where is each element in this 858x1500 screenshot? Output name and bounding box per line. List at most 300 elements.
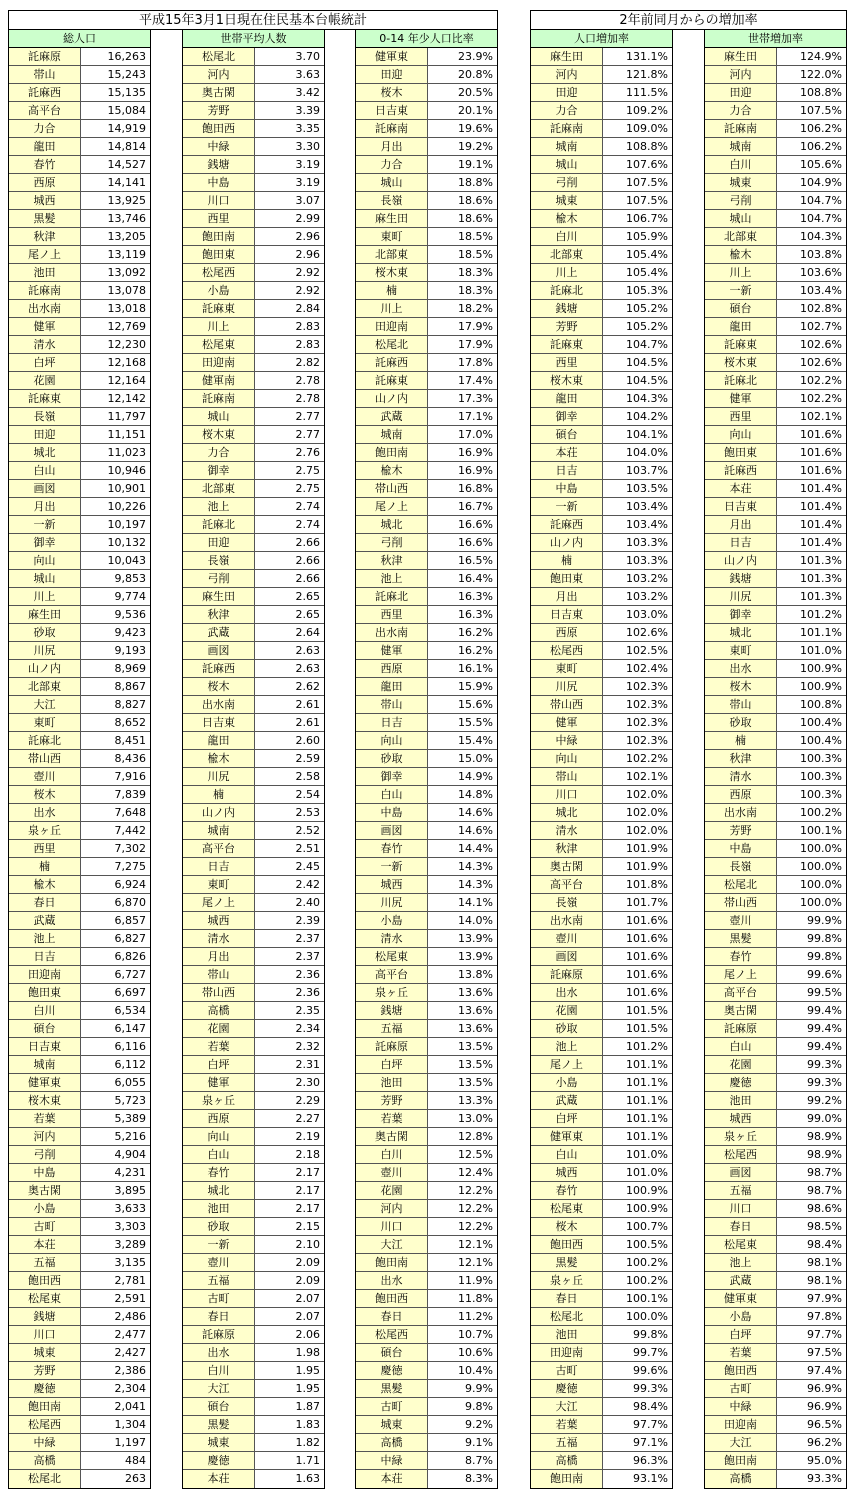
district-name-cell: 山ノ内 bbox=[531, 534, 603, 551]
value-cell: 101.9% bbox=[626, 842, 668, 855]
district-name-cell: 桜木東 bbox=[356, 264, 428, 281]
district-name-cell: 向山 bbox=[183, 1128, 255, 1145]
value-cell: 20.1% bbox=[458, 104, 493, 117]
table-row bbox=[705, 1254, 846, 1272]
district-name-cell: 楡木 bbox=[183, 750, 255, 767]
value-cell: 12.5% bbox=[458, 1148, 493, 1161]
district-name-cell: 託麻北 bbox=[9, 732, 81, 749]
table-row bbox=[9, 516, 150, 534]
table-row bbox=[531, 1362, 672, 1380]
value-cell: 103.6% bbox=[800, 266, 842, 279]
value-cell: 15,243 bbox=[107, 68, 146, 81]
table-row bbox=[183, 678, 324, 696]
district-name-cell: 泉ヶ丘 bbox=[9, 822, 81, 839]
district-name-cell: 田迎南 bbox=[705, 1416, 777, 1433]
table-row bbox=[9, 1362, 150, 1380]
value-cell: 2.60 bbox=[295, 734, 320, 747]
table-row bbox=[9, 192, 150, 210]
district-name-cell: 高平台 bbox=[356, 966, 428, 983]
district-name-cell: 麻生田 bbox=[356, 210, 428, 227]
district-name-cell: 砂取 bbox=[9, 624, 81, 641]
table-row bbox=[356, 354, 497, 372]
value-cell: 97.7% bbox=[633, 1418, 668, 1431]
value-cell: 99.2% bbox=[807, 1094, 842, 1107]
table-row bbox=[705, 318, 846, 336]
district-name-cell: 向山 bbox=[356, 732, 428, 749]
value-cell: 100.2% bbox=[626, 1274, 668, 1287]
district-name-cell: 桜木東 bbox=[705, 354, 777, 371]
table-row bbox=[183, 498, 324, 516]
table-row bbox=[531, 1434, 672, 1452]
district-name-cell: 白川 bbox=[356, 1146, 428, 1163]
value-cell: 2.83 bbox=[295, 320, 320, 333]
table-row bbox=[183, 1056, 324, 1074]
value-cell: 105.4% bbox=[626, 266, 668, 279]
district-name-cell: 五福 bbox=[9, 1254, 81, 1271]
table-row bbox=[705, 480, 846, 498]
district-name-cell: 春竹 bbox=[356, 840, 428, 857]
table-row bbox=[183, 876, 324, 894]
district-name-cell: 城山 bbox=[183, 408, 255, 425]
district-name-cell: 健軍南 bbox=[183, 372, 255, 389]
district-name-cell: 大江 bbox=[183, 1380, 255, 1397]
value-cell: 13.9% bbox=[458, 932, 493, 945]
value-cell: 17.1% bbox=[458, 410, 493, 423]
table-row bbox=[531, 1236, 672, 1254]
district-name-cell: 飽田西 bbox=[183, 120, 255, 137]
value-cell: 484 bbox=[125, 1454, 146, 1467]
district-name-cell: 中緑 bbox=[705, 1398, 777, 1415]
value-cell: 16.1% bbox=[458, 662, 493, 675]
district-name-cell: 川尻 bbox=[183, 768, 255, 785]
district-name-cell: 清水 bbox=[531, 822, 603, 839]
value-cell: 14,527 bbox=[107, 158, 146, 171]
district-name-cell: 砂取 bbox=[356, 750, 428, 767]
district-name-cell: 尾ノ上 bbox=[705, 966, 777, 983]
district-name-cell: 古町 bbox=[9, 1218, 81, 1235]
table-row bbox=[9, 1416, 150, 1434]
value-cell: 103.8% bbox=[800, 248, 842, 261]
district-name-cell: 池田 bbox=[705, 1092, 777, 1109]
value-cell: 2.92 bbox=[295, 266, 320, 279]
value-cell: 97.9% bbox=[807, 1292, 842, 1305]
district-name-cell: 出水南 bbox=[705, 804, 777, 821]
value-cell: 99.8% bbox=[633, 1328, 668, 1341]
value-cell: 2.65 bbox=[295, 608, 320, 621]
value-cell: 12.2% bbox=[458, 1220, 493, 1233]
value-cell: 13.0% bbox=[458, 1112, 493, 1125]
value-cell: 102.4% bbox=[626, 662, 668, 675]
table-row bbox=[183, 1470, 324, 1488]
value-cell: 13.5% bbox=[458, 1076, 493, 1089]
table-row bbox=[9, 984, 150, 1002]
district-name-cell: 託麻北 bbox=[531, 282, 603, 299]
value-cell: 16.2% bbox=[458, 644, 493, 657]
table-row bbox=[705, 624, 846, 642]
district-name-cell: 楠 bbox=[705, 732, 777, 749]
table-row bbox=[705, 102, 846, 120]
table-row bbox=[183, 858, 324, 876]
district-name-cell: 高橋 bbox=[356, 1434, 428, 1451]
table-row bbox=[9, 120, 150, 138]
value-cell: 3.30 bbox=[295, 140, 320, 153]
table-row bbox=[705, 678, 846, 696]
table-row bbox=[9, 696, 150, 714]
value-cell: 18.8% bbox=[458, 176, 493, 189]
table-row bbox=[531, 426, 672, 444]
district-name-cell: 芳野 bbox=[705, 822, 777, 839]
district-name-cell: 帯山西 bbox=[531, 696, 603, 713]
district-name-cell: 小島 bbox=[356, 912, 428, 929]
district-name-cell: 託麻南 bbox=[356, 120, 428, 137]
district-name-cell: 川口 bbox=[356, 1218, 428, 1235]
table-row bbox=[183, 1002, 324, 1020]
value-cell: 102.3% bbox=[626, 734, 668, 747]
table-row bbox=[705, 858, 846, 876]
value-cell: 99.3% bbox=[807, 1076, 842, 1089]
value-cell: 18.2% bbox=[458, 302, 493, 315]
value-cell: 3.19 bbox=[295, 158, 320, 171]
value-cell: 100.0% bbox=[800, 896, 842, 909]
table-row bbox=[9, 552, 150, 570]
district-name-cell: 託麻原 bbox=[9, 48, 81, 65]
value-cell: 104.3% bbox=[800, 230, 842, 243]
district-name-cell: 飽田東 bbox=[531, 570, 603, 587]
district-name-cell: 城北 bbox=[356, 516, 428, 533]
table-row bbox=[183, 444, 324, 462]
table-row bbox=[705, 822, 846, 840]
district-name-cell: 春竹 bbox=[705, 948, 777, 965]
district-name-cell: 芳野 bbox=[356, 1092, 428, 1109]
table-row bbox=[356, 1200, 497, 1218]
district-name-cell: 松尾東 bbox=[705, 1236, 777, 1253]
value-cell: 101.6% bbox=[626, 968, 668, 981]
value-cell: 103.0% bbox=[626, 608, 668, 621]
district-name-cell: 川口 bbox=[9, 1326, 81, 1343]
table-row bbox=[531, 300, 672, 318]
district-name-cell: 画図 bbox=[356, 822, 428, 839]
value-cell: 16.6% bbox=[458, 536, 493, 549]
district-name-cell: 日吉 bbox=[705, 534, 777, 551]
value-cell: 6,924 bbox=[114, 878, 146, 891]
district-name-cell: 田迎南 bbox=[531, 1344, 603, 1361]
district-name-cell: 託麻原 bbox=[531, 966, 603, 983]
value-cell: 1.95 bbox=[295, 1382, 320, 1395]
value-cell: 101.4% bbox=[800, 500, 842, 513]
table-row bbox=[531, 552, 672, 570]
table-row bbox=[705, 1110, 846, 1128]
population-growth-column bbox=[530, 30, 673, 1489]
table-row bbox=[531, 264, 672, 282]
table-row bbox=[531, 228, 672, 246]
district-name-cell: 銭塘 bbox=[183, 156, 255, 173]
table-row bbox=[9, 102, 150, 120]
value-cell: 13,746 bbox=[107, 212, 146, 225]
value-cell: 15.9% bbox=[458, 680, 493, 693]
value-cell: 10.6% bbox=[458, 1346, 493, 1359]
value-cell: 104.7% bbox=[800, 194, 842, 207]
value-cell: 3.39 bbox=[295, 104, 320, 117]
district-name-cell: 本荘 bbox=[356, 1470, 428, 1488]
value-cell: 18.5% bbox=[458, 248, 493, 261]
district-name-cell: 若葉 bbox=[9, 1110, 81, 1127]
value-cell: 101.5% bbox=[626, 1022, 668, 1035]
value-cell: 2.31 bbox=[295, 1058, 320, 1071]
value-cell: 1.63 bbox=[295, 1472, 320, 1485]
value-cell: 100.3% bbox=[800, 788, 842, 801]
district-name-cell: 日吉 bbox=[531, 462, 603, 479]
district-name-cell: 城山 bbox=[9, 570, 81, 587]
district-name-cell: 城山 bbox=[705, 210, 777, 227]
district-name-cell: 白山 bbox=[183, 1146, 255, 1163]
district-name-cell: 託麻東 bbox=[705, 336, 777, 353]
value-cell: 105.2% bbox=[626, 302, 668, 315]
table-row bbox=[356, 246, 497, 264]
district-name-cell: 託麻西 bbox=[356, 354, 428, 371]
value-cell: 2.76 bbox=[295, 446, 320, 459]
value-cell: 101.1% bbox=[626, 1094, 668, 1107]
table-row bbox=[531, 102, 672, 120]
table-row bbox=[531, 408, 672, 426]
district-name-cell: 弓削 bbox=[183, 570, 255, 587]
table-row bbox=[356, 1020, 497, 1038]
district-name-cell: 弓削 bbox=[531, 174, 603, 191]
table-row bbox=[531, 1110, 672, 1128]
table-row bbox=[9, 354, 150, 372]
column-header: 人口増加率 bbox=[530, 30, 673, 48]
table-row bbox=[183, 1398, 324, 1416]
value-cell: 11,023 bbox=[107, 446, 146, 459]
value-cell: 16.2% bbox=[458, 626, 493, 639]
value-cell: 16.9% bbox=[458, 464, 493, 477]
table-row bbox=[183, 1182, 324, 1200]
district-name-cell: 五福 bbox=[356, 1020, 428, 1037]
value-cell: 107.6% bbox=[626, 158, 668, 171]
table-row bbox=[531, 1074, 672, 1092]
value-cell: 101.1% bbox=[626, 1058, 668, 1071]
district-name-cell: 楠 bbox=[183, 786, 255, 803]
table-row bbox=[356, 228, 497, 246]
district-name-cell: 一新 bbox=[705, 282, 777, 299]
value-cell: 7,275 bbox=[114, 860, 146, 873]
value-cell: 2.66 bbox=[295, 554, 320, 567]
value-cell: 101.6% bbox=[626, 932, 668, 945]
table-row bbox=[705, 336, 846, 354]
value-cell: 131.1% bbox=[626, 50, 668, 63]
value-cell: 105.3% bbox=[626, 284, 668, 297]
table-row bbox=[531, 84, 672, 102]
value-cell: 2.15 bbox=[295, 1220, 320, 1233]
table-row bbox=[705, 1092, 846, 1110]
value-cell: 6,055 bbox=[114, 1076, 146, 1089]
value-cell: 102.0% bbox=[626, 824, 668, 837]
table-row bbox=[356, 840, 497, 858]
value-cell: 2.58 bbox=[295, 770, 320, 783]
table-row bbox=[183, 696, 324, 714]
value-cell: 106.2% bbox=[800, 140, 842, 153]
table-row bbox=[705, 1164, 846, 1182]
value-cell: 101.1% bbox=[626, 1130, 668, 1143]
value-cell: 101.3% bbox=[800, 590, 842, 603]
table-row bbox=[531, 1290, 672, 1308]
table-row bbox=[183, 624, 324, 642]
value-cell: 102.6% bbox=[800, 356, 842, 369]
district-name-cell: 小島 bbox=[531, 1074, 603, 1091]
value-cell: 99.4% bbox=[807, 1040, 842, 1053]
district-name-cell: 出水 bbox=[356, 1272, 428, 1289]
table-row bbox=[356, 678, 497, 696]
value-cell: 2.37 bbox=[295, 950, 320, 963]
value-cell: 109.0% bbox=[626, 122, 668, 135]
value-cell: 108.8% bbox=[626, 140, 668, 153]
value-cell: 100.1% bbox=[626, 1292, 668, 1305]
table-row bbox=[705, 1326, 846, 1344]
table-row bbox=[531, 570, 672, 588]
district-name-cell: 楠 bbox=[531, 552, 603, 569]
district-name-cell: 泉ヶ丘 bbox=[356, 984, 428, 1001]
value-cell: 2,477 bbox=[114, 1328, 146, 1341]
table-row bbox=[183, 750, 324, 768]
value-cell: 14.9% bbox=[458, 770, 493, 783]
table-row bbox=[705, 894, 846, 912]
table-row bbox=[183, 408, 324, 426]
value-cell: 12,142 bbox=[107, 392, 146, 405]
district-name-cell: 託麻北 bbox=[705, 372, 777, 389]
district-name-cell: 飽田南 bbox=[9, 1398, 81, 1415]
value-cell: 100.4% bbox=[800, 734, 842, 747]
value-cell: 1.95 bbox=[295, 1364, 320, 1377]
table-row bbox=[183, 1362, 324, 1380]
table-row bbox=[183, 354, 324, 372]
table-row bbox=[705, 1290, 846, 1308]
district-name-cell: 飽田東 bbox=[9, 984, 81, 1001]
district-name-cell: 泉ヶ丘 bbox=[705, 1128, 777, 1145]
district-name-cell: 河内 bbox=[531, 66, 603, 83]
value-cell: 111.5% bbox=[626, 86, 668, 99]
value-cell: 98.1% bbox=[807, 1256, 842, 1269]
table-row bbox=[705, 786, 846, 804]
district-name-cell: 力合 bbox=[531, 102, 603, 119]
district-name-cell: 白川 bbox=[705, 156, 777, 173]
district-name-cell: 御幸 bbox=[183, 462, 255, 479]
table-row bbox=[705, 876, 846, 894]
table-row bbox=[9, 768, 150, 786]
value-cell: 105.4% bbox=[626, 248, 668, 261]
value-cell: 19.1% bbox=[458, 158, 493, 171]
table-row bbox=[705, 156, 846, 174]
value-cell: 103.3% bbox=[626, 554, 668, 567]
table-row bbox=[356, 1254, 497, 1272]
value-cell: 101.1% bbox=[800, 626, 842, 639]
table-row bbox=[705, 84, 846, 102]
table-row bbox=[356, 660, 497, 678]
value-cell: 105.9% bbox=[626, 230, 668, 243]
district-name-cell: 飽田西 bbox=[9, 1272, 81, 1289]
district-name-cell: 城西 bbox=[9, 192, 81, 209]
table-row bbox=[705, 120, 846, 138]
table-row bbox=[705, 48, 846, 66]
district-name-cell: 託麻南 bbox=[9, 282, 81, 299]
table-row bbox=[531, 1326, 672, 1344]
table-row bbox=[531, 372, 672, 390]
table-row bbox=[9, 1290, 150, 1308]
value-cell: 12.4% bbox=[458, 1166, 493, 1179]
table-row bbox=[356, 318, 497, 336]
table-row bbox=[531, 894, 672, 912]
district-name-cell: 託麻北 bbox=[183, 516, 255, 533]
district-name-cell: 白山 bbox=[705, 1038, 777, 1055]
value-cell: 102.6% bbox=[800, 338, 842, 351]
district-name-cell: 帯山 bbox=[9, 66, 81, 83]
value-cell: 16.8% bbox=[458, 482, 493, 495]
district-name-cell: 飽田東 bbox=[183, 246, 255, 263]
district-name-cell: 本荘 bbox=[705, 480, 777, 497]
table-row bbox=[705, 282, 846, 300]
table-row bbox=[9, 1128, 150, 1146]
district-name-cell: 銭塘 bbox=[9, 1308, 81, 1325]
value-cell: 6,870 bbox=[114, 896, 146, 909]
district-name-cell: 託麻原 bbox=[705, 1020, 777, 1037]
value-cell: 19.6% bbox=[458, 122, 493, 135]
value-cell: 1.98 bbox=[295, 1346, 320, 1359]
district-name-cell: 城南 bbox=[183, 822, 255, 839]
value-cell: 9.9% bbox=[465, 1382, 493, 1395]
value-cell: 10,901 bbox=[107, 482, 146, 495]
value-cell: 18.3% bbox=[458, 284, 493, 297]
column-header: 世帯増加率 bbox=[704, 30, 847, 48]
value-cell: 10,946 bbox=[107, 464, 146, 477]
district-name-cell: 西里 bbox=[356, 606, 428, 623]
value-cell: 2.10 bbox=[295, 1238, 320, 1251]
district-name-cell: 武蔵 bbox=[356, 408, 428, 425]
table-row bbox=[9, 1380, 150, 1398]
value-cell: 2.17 bbox=[295, 1202, 320, 1215]
table-row bbox=[356, 1398, 497, 1416]
district-name-cell: 高橋 bbox=[531, 1452, 603, 1469]
district-name-cell: 白坪 bbox=[9, 354, 81, 371]
district-name-cell: 山ノ内 bbox=[356, 390, 428, 407]
table-row bbox=[356, 156, 497, 174]
table-row bbox=[531, 948, 672, 966]
table-row bbox=[9, 1470, 150, 1488]
value-cell: 2.75 bbox=[295, 482, 320, 495]
district-name-cell: 川上 bbox=[183, 318, 255, 335]
district-name-cell: 飽田南 bbox=[356, 1254, 428, 1271]
district-name-cell: 池田 bbox=[356, 1074, 428, 1091]
value-cell: 16.3% bbox=[458, 590, 493, 603]
value-cell: 103.2% bbox=[626, 590, 668, 603]
district-name-cell: 画図 bbox=[183, 642, 255, 659]
district-name-cell: 東町 bbox=[705, 642, 777, 659]
table-row bbox=[9, 1254, 150, 1272]
table-row bbox=[9, 1002, 150, 1020]
value-cell: 101.7% bbox=[626, 896, 668, 909]
district-name-cell: 小島 bbox=[183, 282, 255, 299]
district-name-cell: 慶徳 bbox=[705, 1074, 777, 1091]
table-row bbox=[356, 390, 497, 408]
value-cell: 102.5% bbox=[626, 644, 668, 657]
value-cell: 2.36 bbox=[295, 968, 320, 981]
value-cell: 3,633 bbox=[114, 1202, 146, 1215]
table-row bbox=[531, 192, 672, 210]
table-row bbox=[9, 210, 150, 228]
value-cell: 15.0% bbox=[458, 752, 493, 765]
value-cell: 6,727 bbox=[114, 968, 146, 981]
district-name-cell: 川上 bbox=[705, 264, 777, 281]
table-row bbox=[531, 1344, 672, 1362]
value-cell: 101.0% bbox=[800, 644, 842, 657]
table-row bbox=[705, 1398, 846, 1416]
